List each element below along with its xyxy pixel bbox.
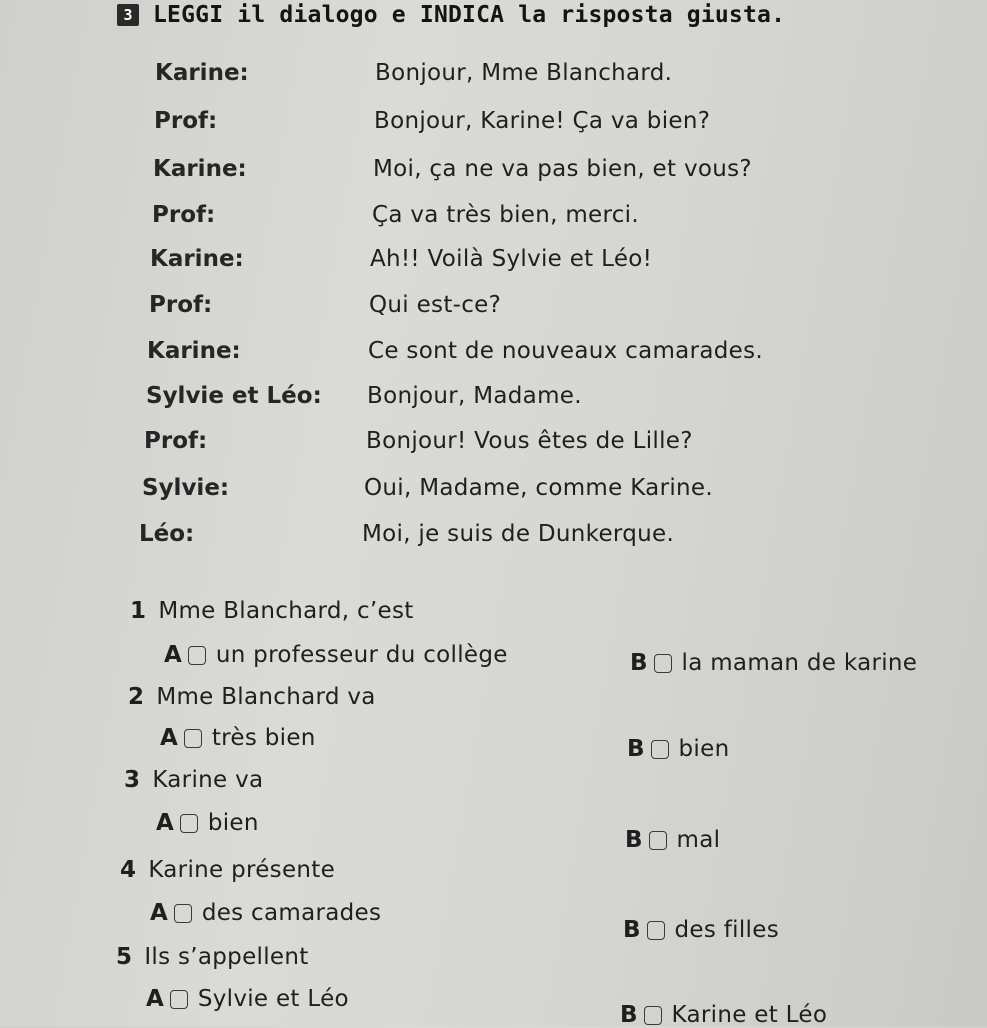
utterance: Ce sont de nouveaux camarades. [368, 338, 763, 364]
question [128, 684, 376, 710]
checkbox[interactable] [654, 654, 672, 673]
option-text: bien [678, 736, 730, 762]
option-a[interactable] [150, 900, 381, 926]
option-letter: A [164, 642, 182, 668]
option-letter: A [146, 986, 164, 1012]
option-text: bien [207, 810, 259, 836]
utterance: Ça va très bien, merci. [372, 202, 639, 228]
checkbox[interactable] [649, 831, 667, 850]
option-a[interactable] [156, 810, 259, 836]
option-text: mal [676, 827, 721, 853]
speaker: Karine: [147, 338, 241, 364]
speaker: Prof: [152, 202, 216, 228]
checkbox[interactable] [644, 1006, 662, 1025]
option-text: Karine et Léo [671, 1002, 828, 1028]
option-text: la maman de karine [681, 650, 918, 676]
question-number: 2 [128, 684, 145, 710]
speaker: Prof: [154, 108, 218, 134]
option-b[interactable] [625, 827, 720, 853]
question-number: 3 [124, 767, 141, 793]
option-text: très bien [211, 725, 316, 751]
speaker: Léo: [139, 521, 195, 547]
question-text: Karine présente [148, 857, 336, 883]
utterance: Moi, je suis de Dunkerque. [362, 521, 675, 547]
question-text: Ils s’appellent [144, 944, 309, 970]
question [116, 944, 309, 970]
option-letter: B [620, 1002, 638, 1028]
option-a[interactable] [160, 725, 316, 751]
utterance: Bonjour, Karine! Ça va bien? [374, 108, 711, 134]
speaker: Karine: [153, 156, 247, 182]
option-letter: B [625, 827, 643, 853]
option-b[interactable] [627, 736, 729, 762]
question-text: Karine va [152, 767, 264, 793]
utterance: Ah!! Voilà Sylvie et Léo! [370, 246, 653, 272]
speaker: Prof: [144, 428, 208, 454]
question-text: Mme Blanchard, c’est [158, 598, 414, 624]
speaker: Karine: [155, 60, 249, 86]
checkbox[interactable] [170, 990, 188, 1009]
option-a[interactable] [146, 986, 349, 1012]
speaker: Prof: [149, 292, 213, 318]
question-text: Mme Blanchard va [156, 684, 376, 710]
option-letter: B [623, 917, 641, 943]
checkbox[interactable] [174, 904, 192, 923]
utterance: Moi, ça ne va pas bien, et vous? [373, 156, 752, 182]
utterance: Oui, Madame, comme Karine. [364, 475, 713, 501]
option-text: un professeur du collège [215, 642, 508, 668]
utterance: Qui est-ce? [369, 292, 502, 318]
utterance: Bonjour, Mme Blanchard. [375, 60, 673, 86]
utterance: Bonjour! Vous êtes de Lille? [366, 428, 693, 454]
speaker: Sylvie: [142, 475, 230, 501]
option-letter: A [150, 900, 168, 926]
question-number: 5 [116, 944, 133, 970]
checkbox[interactable] [647, 921, 665, 940]
option-b[interactable] [620, 1002, 827, 1028]
checkbox[interactable] [188, 646, 206, 665]
speaker: Karine: [150, 246, 244, 272]
option-text: des camarades [201, 900, 382, 926]
option-text: Sylvie et Léo [197, 986, 349, 1012]
option-a[interactable] [164, 642, 508, 668]
question-number: 1 [130, 598, 147, 624]
utterance: Bonjour, Madame. [367, 383, 582, 409]
question [124, 767, 263, 793]
checkbox[interactable] [180, 814, 198, 833]
question [130, 598, 414, 624]
option-b[interactable] [623, 917, 779, 943]
option-letter: A [160, 725, 178, 751]
speaker: Sylvie et Léo: [146, 383, 322, 409]
exercise-instruction: LEGGI il dialogo e INDICA la risposta giusta. [153, 2, 786, 28]
exercise-number: 3 [117, 4, 139, 26]
checkbox[interactable] [651, 740, 669, 759]
option-text: des filles [674, 917, 779, 943]
question-number: 4 [120, 857, 137, 883]
question [120, 857, 335, 883]
option-b[interactable] [630, 650, 917, 676]
checkbox[interactable] [184, 729, 202, 748]
option-letter: A [156, 810, 174, 836]
option-letter: B [630, 650, 648, 676]
exercise-header [117, 2, 785, 28]
option-letter: B [627, 736, 645, 762]
